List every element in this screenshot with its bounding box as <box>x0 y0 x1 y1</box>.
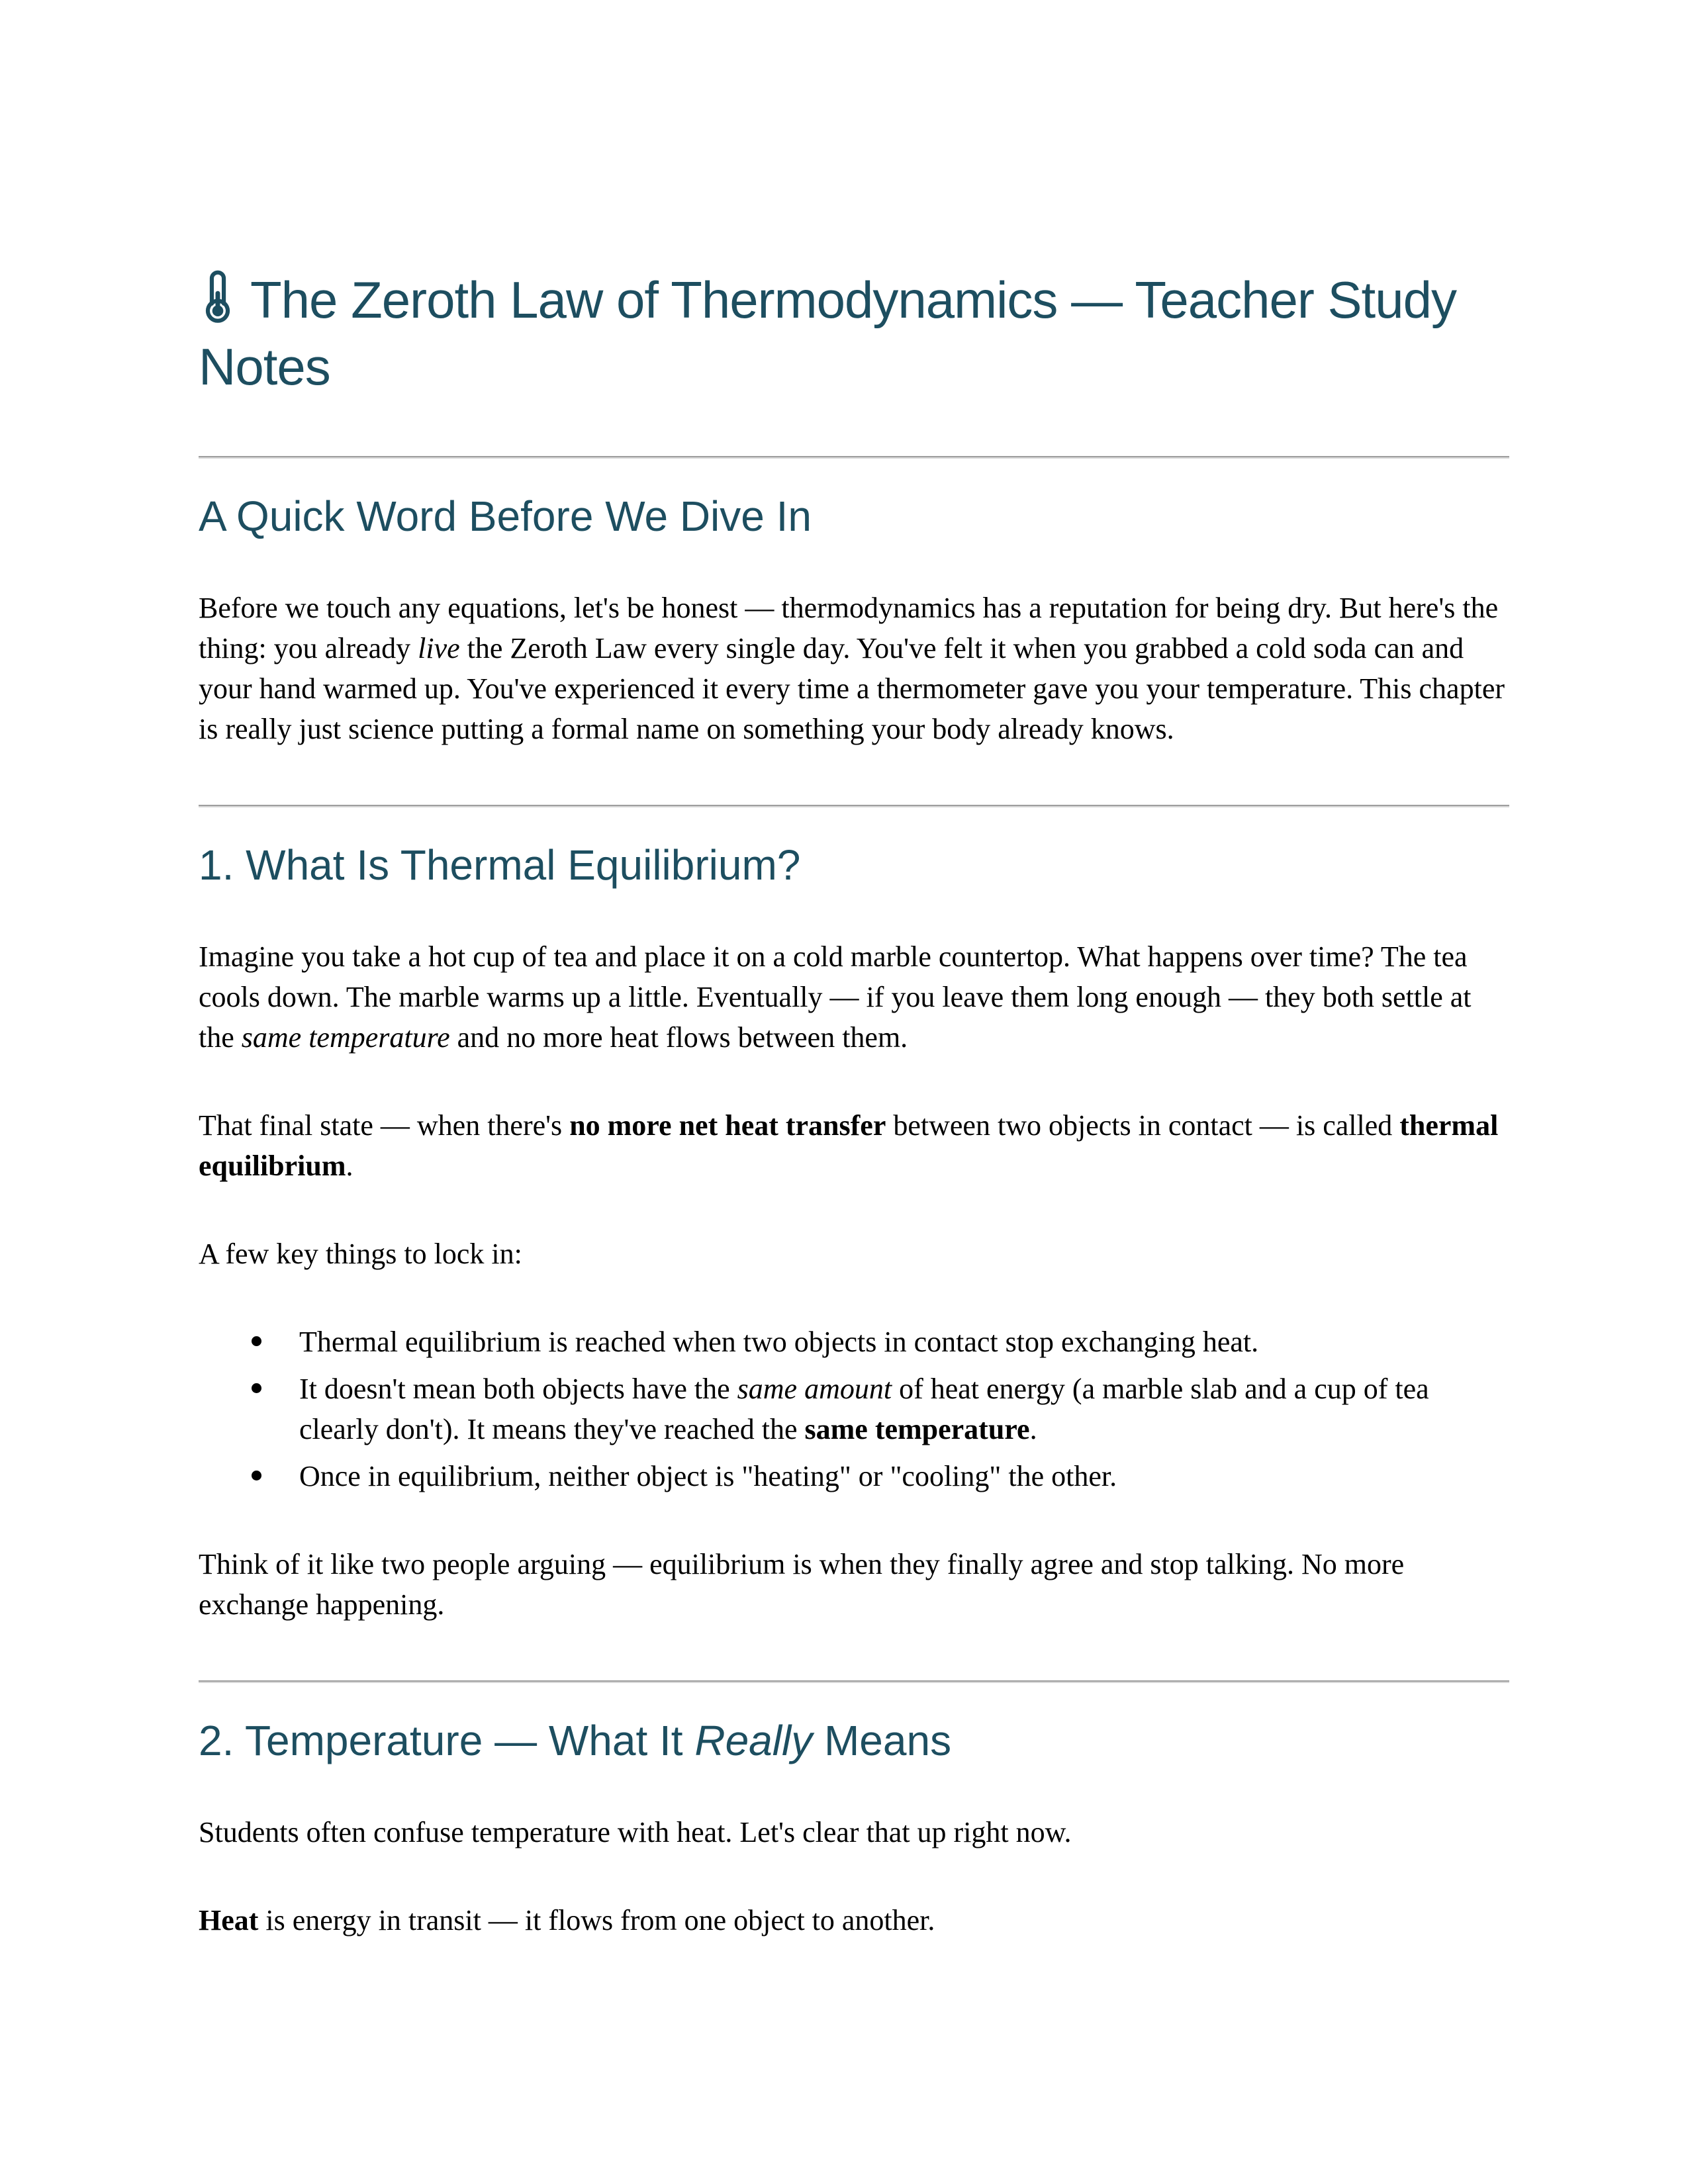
list-item <box>299 1369 1509 1449</box>
list-item <box>299 1456 1509 1496</box>
text-run: thermal equilibrium <box>199 1109 1499 1182</box>
text-run: Before we touch any equations, let's be honest — thermodynamics has a reputation for being dry. But here's the thing: you already <box>199 592 1499 664</box>
section-divider <box>199 1680 1509 1683</box>
text-run: A few key things to lock in: <box>199 1238 522 1270</box>
text-run: Imagine you take a hot cup of tea and place it on a cold marble countertop. What happens over time? The tea cools down. The marble warms up a little. Eventually — if you leave them long enough — they both settle at the <box>199 940 1472 1054</box>
section-heading <box>199 838 1509 893</box>
text-run: . <box>1029 1413 1037 1445</box>
document-title <box>199 265 1509 400</box>
text-run: same temperature <box>241 1021 450 1054</box>
document-section <box>199 838 1509 1625</box>
text-run: no more net heat transfer <box>569 1109 886 1142</box>
text-run: Once in equilibrium, neither object is "heating" or "cooling" the other. <box>299 1460 1117 1492</box>
text-run: Means <box>812 1717 952 1764</box>
paragraph <box>199 1544 1509 1625</box>
text-run: between two objects in contact — is called <box>886 1109 1400 1142</box>
bullet-list <box>199 1322 1509 1496</box>
text-run: of heat energy (a marble slab and a cup of tea clearly don't). It means they've reached the <box>299 1373 1429 1445</box>
text-run: . <box>346 1150 353 1182</box>
text-run: the Zeroth Law every single day. You've felt it when you grabbed a cold soda can and your hand warmed up. You've experienced it every time a thermometer gave you your temperature. This chapter is really just science putting a formal name on something your body already knows. <box>199 632 1505 745</box>
paragraph <box>199 1812 1509 1852</box>
text-run: and no more heat flows between them. <box>449 1021 908 1054</box>
text-run: 1. What Is Thermal Equilibrium? <box>199 841 801 889</box>
paragraph <box>199 936 1509 1058</box>
text-run: Heat <box>199 1904 259 1936</box>
paragraph <box>199 588 1509 749</box>
list-item <box>299 1322 1509 1362</box>
text-run: Think of it like two people arguing — equilibrium is when they finally agree and stop talking. No more exchange happening. <box>199 1548 1405 1621</box>
document-section <box>199 489 1509 749</box>
text-run: live <box>418 632 460 664</box>
paragraph <box>199 1234 1509 1274</box>
text-run: same temperature <box>804 1413 1030 1445</box>
text-run: A Quick Word Before We Dive In <box>199 492 812 540</box>
section-divider <box>199 805 1509 807</box>
section-divider <box>199 456 1509 459</box>
text-run: Really <box>694 1717 813 1764</box>
section-heading <box>199 489 1509 544</box>
text-run: That final state — when there's <box>199 1109 570 1142</box>
paragraph <box>199 1900 1509 1940</box>
text-run: Students often confuse temperature with heat. Let's clear that up right now. <box>199 1816 1072 1848</box>
text-run: Thermal equilibrium is reached when two objects in contact stop exchanging heat. <box>299 1326 1259 1358</box>
document-section <box>199 1713 1509 1940</box>
text-run: 2. Temperature — What It <box>199 1717 695 1764</box>
thermometer-icon <box>199 265 237 327</box>
paragraph <box>199 1105 1509 1186</box>
text-run: same amount <box>737 1373 892 1405</box>
document-title-text: The Zeroth Law of Thermodynamics — Teacher Study Notes <box>199 271 1456 396</box>
section-heading <box>199 1713 1509 1768</box>
text-run: is energy in transit — it flows from one object to another. <box>258 1904 935 1936</box>
text-run: It doesn't mean both objects have the <box>299 1373 737 1405</box>
